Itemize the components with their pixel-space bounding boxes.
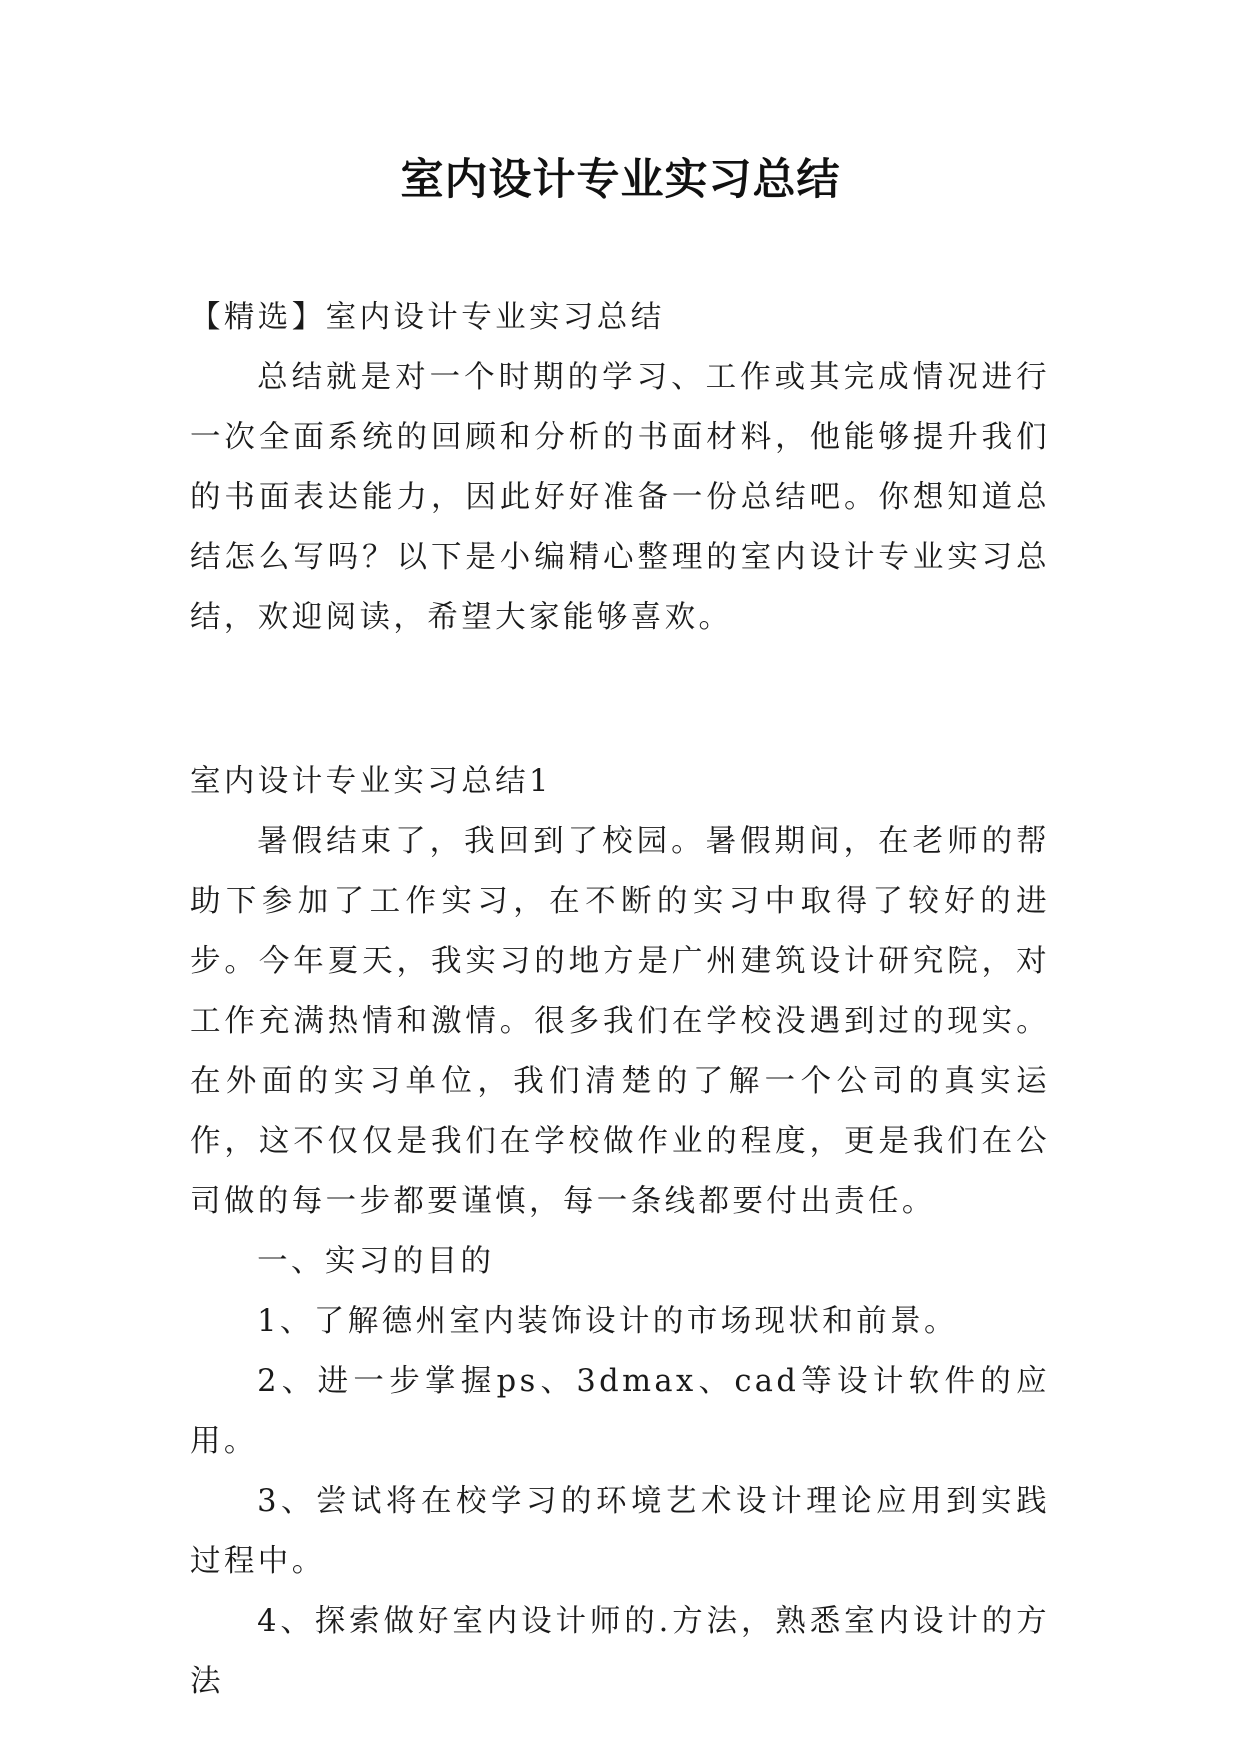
purpose-item: 3、尝试将在校学习的环境艺术设计理论应用到实践过程中。 xyxy=(190,1484,1050,1579)
section-1 xyxy=(190,752,1050,1712)
purpose-heading: 一、实习的目的 xyxy=(257,1244,495,1279)
section-paragraph: 暑假结束了，我回到了校园。暑假期间，在老师的帮助下参加了工作实习，在不断的实习中取得了较好的进步。今年夏天，我实习的地方是广州建筑设计研究院，对工作充满热情和激情。很多我们在学校没遇到过的现实。在外面的实习单位，我们清楚的了解一个公司的真实运作，这不仅仅是我们在学校做作业的程度，更是我们在公司做的每一步都要谨慎，每一条线都要付出责任。 xyxy=(190,824,1050,1219)
intro-paragraph: 总结就是对一个时期的学习、工作或其完成情况进行一次全面系统的回顾和分析的书面材料，他能够提升我们的书面表达能力，因此好好准备一份总结吧。你想知道总结怎么写吗？以下是小编精心整理的室内设计专业实习总结，欢迎阅读，希望大家能够喜欢。 xyxy=(190,360,1050,635)
document-title: 室内设计专业实习总结 xyxy=(400,155,841,205)
purpose-item: 4、探索做好室内设计师的.方法，熟悉室内设计的方法 xyxy=(190,1604,1050,1699)
intro-block xyxy=(190,288,1050,648)
section-heading: 室内设计专业实习总结1 xyxy=(190,764,552,799)
purpose-item: 1、了解德州室内装饰设计的市场现状和前景。 xyxy=(257,1304,958,1339)
document-subtitle: 【精选】室内设计专业实习总结 xyxy=(190,300,665,335)
purpose-item: 2、进一步掌握ps、3dmax、cad等设计软件的应用。 xyxy=(190,1364,1050,1459)
